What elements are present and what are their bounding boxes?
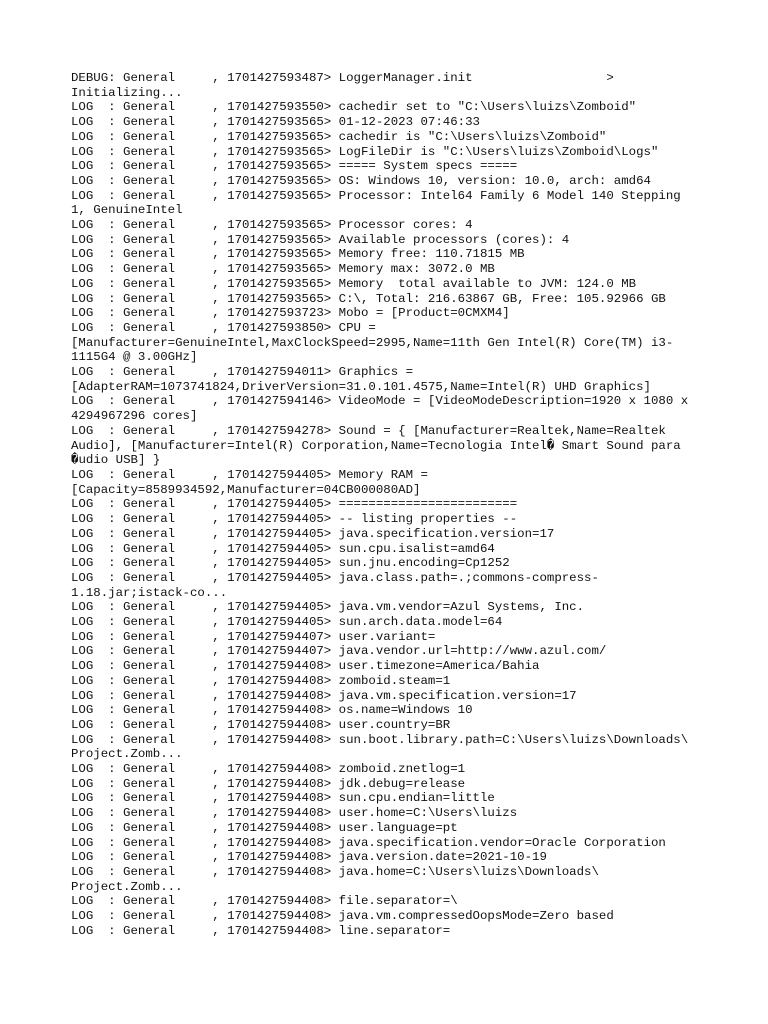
- log-line: LOG : General , 1701427594408> user.timezone=America/Bahia: [71, 659, 540, 674]
- log-line: LOG : General , 1701427593565> Memory max: 3072.0 MB: [71, 262, 495, 277]
- log-line: LOG : General , 1701427594405> -- listing properties --: [71, 512, 518, 527]
- log-line: LOG : General , 1701427594408> zomboid.znetlog=1: [71, 762, 466, 777]
- log-line: LOG : General , 1701427594408> java.vm.compressedOopsMode=Zero based: [71, 909, 614, 924]
- log-line: LOG : General , 1701427593850> CPU =: [71, 320, 376, 335]
- log-line: [Capacity=8589934592,Manufacturer=04CB000080AD]: [71, 482, 421, 497]
- log-line: LOG : General , 1701427593565> cachedir is "C:\Users\luizs\Zomboid": [71, 129, 607, 144]
- log-line: LOG : General , 1701427594278> Sound = { [Manufacturer=Realtek,Name=Realtek: [71, 423, 666, 438]
- log-line: �udio USB] }: [71, 453, 161, 468]
- log-line: LOG : General , 1701427594405> ========================: [71, 497, 518, 512]
- log-line: LOG : General , 1701427594405> java.specification.version=17: [71, 526, 555, 541]
- log-line: LOG : General , 1701427594405> sun.jnu.encoding=Cp1252: [71, 556, 510, 571]
- log-line: Project.Zomb...: [71, 747, 183, 762]
- log-line: LOG : General , 1701427593565> Available processors (cores): 4: [71, 232, 570, 247]
- log-line: LOG : General , 1701427593565> Memory total available to JVM: 124.0 MB: [71, 276, 637, 291]
- log-line: Project.Zomb...: [71, 879, 183, 894]
- log-line: LOG : General , 1701427594408> zomboid.steam=1: [71, 673, 451, 688]
- log-line: LOG : General , 1701427594408> user.language=pt: [71, 820, 458, 835]
- log-line: LOG : General , 1701427593565> 01-12-2023 07:46:33: [71, 115, 480, 130]
- log-line: LOG : General , 1701427594408> java.version.date=2021-10-19: [71, 850, 547, 865]
- log-line: LOG : General , 1701427594405> sun.arch.data.model=64: [71, 615, 503, 630]
- log-line: 1, GenuineIntel: [71, 203, 183, 218]
- log-line: LOG : General , 1701427594408> sun.cpu.endian=little: [71, 791, 495, 806]
- log-line: 1.18.jar;istack-co...: [71, 585, 228, 600]
- log-line: [Manufacturer=GenuineIntel,MaxClockSpeed=2995,Name=11th Gen Intel(R) Core(TM) i3-: [71, 335, 674, 350]
- log-line: LOG : General , 1701427593550> cachedir set to "C:\Users\luizs\Zomboid": [71, 100, 637, 115]
- log-line: LOG : General , 1701427594146> VideoMode = [VideoModeDescription=1920 x 1080 x: [71, 394, 689, 409]
- log-line: LOG : General , 1701427593565> LogFileDir is "C:\Users\luizs\Zomboid\Logs": [71, 144, 659, 159]
- log-line: LOG : General , 1701427594408> user.home=C:\Users\luizs: [71, 806, 518, 821]
- log-line: LOG : General , 1701427594405> sun.cpu.isalist=amd64: [71, 541, 495, 556]
- log-line: LOG : General , 1701427593565> Processor: Intel64 Family 6 Model 140 Stepping: [71, 188, 681, 203]
- log-line: 1115G4 @ 3.00GHz]: [71, 350, 198, 365]
- log-line: LOG : General , 1701427594408> os.name=Windows 10: [71, 703, 473, 718]
- log-line: LOG : General , 1701427594408> java.specification.vendor=Oracle Corporation: [71, 835, 666, 850]
- log-line: LOG : General , 1701427594011> Graphics =: [71, 365, 414, 380]
- log-line: LOG : General , 1701427594408> java.vm.specification.version=17: [71, 688, 577, 703]
- log-line: DEBUG: General , 1701427593487> LoggerManager.init >: [71, 71, 614, 85]
- log-line: LOG : General , 1701427593565> OS: Windows 10, version: 10.0, arch: amd64: [71, 173, 651, 188]
- log-line: LOG : General , 1701427594405> java.class.path=.;commons-compress-: [71, 570, 599, 585]
- log-line: LOG : General , 1701427594408> file.separator=\: [71, 894, 458, 909]
- log-line: Audio], [Manufacturer=Intel(R) Corporation,Name=Tecnologia Intel� Smart Sound para: [71, 438, 681, 453]
- log-line: LOG : General , 1701427594405> Memory RAM =: [71, 467, 428, 482]
- log-line: LOG : General , 1701427594408> jdk.debug=release: [71, 776, 466, 791]
- log-line: 4294967296 cores]: [71, 409, 198, 424]
- log-line: LOG : General , 1701427593565> C:\, Total: 216.63867 GB, Free: 105.92966 GB: [71, 291, 666, 306]
- log-line: LOG : General , 1701427593565> Memory free: 110.71815 MB: [71, 247, 525, 262]
- log-line: LOG : General , 1701427594407> java.vendor.url=http://www.azul.com/: [71, 644, 607, 659]
- log-line: Initializing...: [71, 85, 183, 100]
- log-line: LOG : General , 1701427594408> sun.boot.library.path=C:\Users\luizs\Downloads\: [71, 732, 689, 747]
- log-line: LOG : General , 1701427593723> Mobo = [Product=0CMXM4]: [71, 306, 510, 321]
- log-line: LOG : General , 1701427594405> java.vm.vendor=Azul Systems, Inc.: [71, 600, 585, 615]
- log-document: [71, 71, 711, 938]
- log-line: LOG : General , 1701427593565> ===== System specs =====: [71, 159, 518, 174]
- log-line: [AdapterRAM=1073741824,DriverVersion=31.0.101.4575,Name=Intel(R) UHD Graphics]: [71, 379, 651, 394]
- log-line: LOG : General , 1701427594408> java.home=C:\Users\luizs\Downloads\: [71, 864, 599, 879]
- log-line: LOG : General , 1701427594407> user.variant=: [71, 629, 436, 644]
- log-line: LOG : General , 1701427593565> Processor cores: 4: [71, 218, 473, 233]
- log-line: LOG : General , 1701427594408> line.separator=: [71, 923, 451, 938]
- log-line: LOG : General , 1701427594408> user.country=BR: [71, 717, 451, 732]
